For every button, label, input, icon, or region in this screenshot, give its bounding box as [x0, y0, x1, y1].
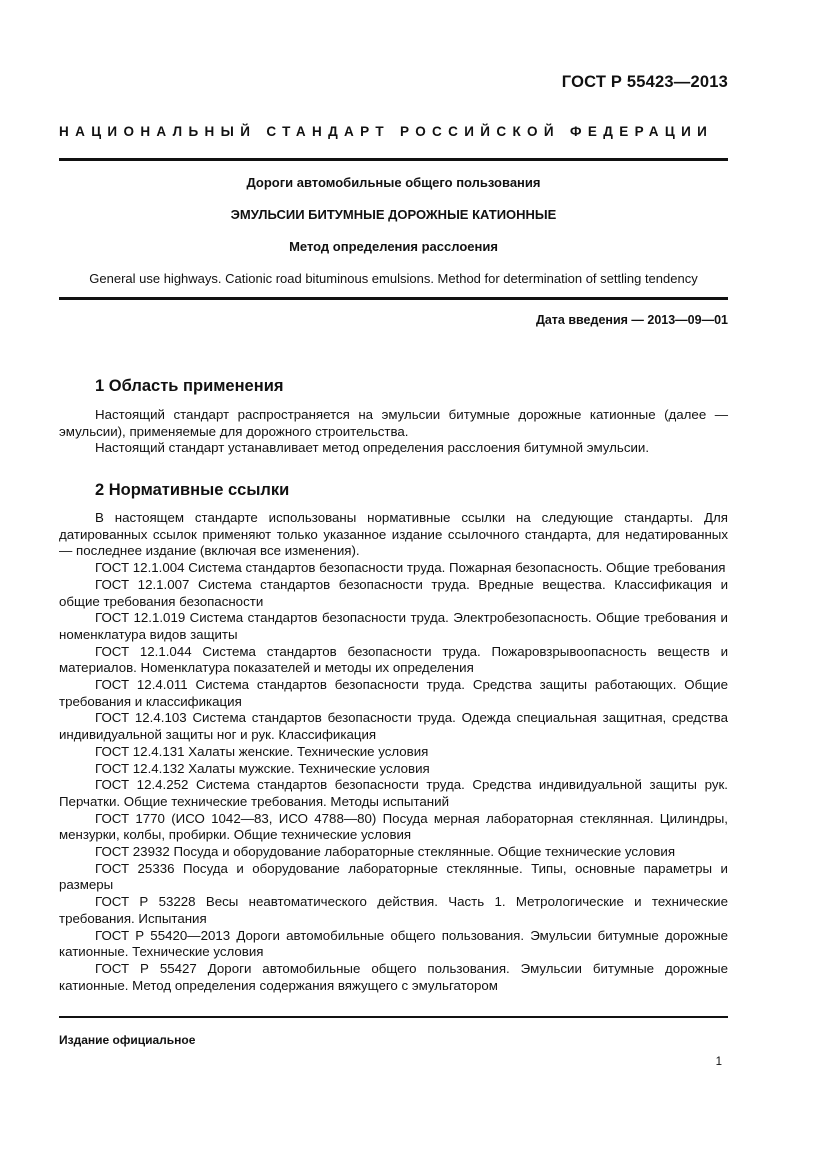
page-number: 1 — [715, 1056, 722, 1068]
reference-item: ГОСТ 23932 Посуда и оборудование лабораторные стеклянные. Общие технические условия — [95, 844, 676, 860]
section-2-heading: 2 Нормативные ссылки — [95, 481, 290, 499]
paragraph: Настоящий стандарт распространяется на эмульсии битумные дорожные катионные (далее — эмульсии), применяемые для дорожного строительства. — [59, 407, 728, 439]
title-line-1: Дороги автомобильные общего пользования — [246, 175, 541, 190]
english-title: General use highways. Cationic road bituminous emulsions. Method for determination of settling tendency — [89, 271, 698, 286]
reference-item: ГОСТ Р 53228 Весы неавтоматического действия. Часть 1. Метрологические и технические требования. Испытания — [59, 894, 728, 926]
document-number: ГОСТ Р 55423—2013 — [561, 73, 728, 91]
section-2-body — [59, 510, 728, 994]
official-edition-label: Издание официальное — [59, 1033, 196, 1047]
reference-item: ГОСТ Р 55420—2013 Дороги автомобильные общего пользования. Эмульсии битумные дорожные катионные. Технические условия — [59, 927, 728, 960]
section-1-heading: 1 Область применения — [95, 377, 284, 395]
reference-item: ГОСТ 12.4.131 Халаты женские. Технические условия — [95, 743, 429, 759]
title-line-2: ЭМУЛЬСИИ БИТУМНЫЕ ДОРОЖНЫЕ КАТИОННЫЕ — [230, 207, 557, 222]
reference-item: ГОСТ 1770 (ИСО 1042—83, ИСО 4788—80) Посуда мерная лабораторная стеклянная. Цилиндры, мензурки, колбы, пробирки. Общие технические условия — [59, 810, 728, 843]
reference-item: ГОСТ 12.4.103 Система стандартов безопасности труда. Одежда специальная защитная, средства индивидуальной защиты ног и рук. Классификация — [59, 710, 728, 743]
introduction-date: Дата введения — 2013—09—01 — [535, 313, 728, 327]
header-divider — [59, 158, 728, 161]
title-divider — [59, 297, 728, 300]
reference-item: ГОСТ 12.1.007 Система стандартов безопасности труда. Вредные вещества. Классификация и общие требования безопасности — [59, 576, 728, 609]
reference-item: ГОСТ 12.4.132 Халаты мужские. Технические условия — [95, 760, 430, 776]
title-line-3: Метод определения расслоения — [289, 239, 498, 254]
reference-item: ГОСТ 12.1.019 Система стандартов безопасности труда. Электробезопасность. Общие требования и номенклатура видов защиты — [59, 610, 728, 642]
reference-item: ГОСТ 12.1.004 Система стандартов безопасности труда. Пожарная безопасность. Общие требования — [95, 560, 726, 576]
reference-item: ГОСТ 25336 Посуда и оборудование лабораторные стеклянные. Типы, основные параметры и размеры — [59, 860, 728, 893]
national-standard-banner: НАЦИОНАЛЬНЫЙ СТАНДАРТ РОССИЙСКОЙ ФЕДЕРАЦИИ — [59, 124, 714, 139]
section-1-body — [59, 407, 728, 457]
footer-divider — [59, 1016, 728, 1018]
reference-item: ГОСТ 12.4.252 Система стандартов безопасности труда. Средства индивидуальной защиты рук. Перчатки. Общие технические требования. Методы испытаний — [59, 777, 728, 809]
paragraph: Настоящий стандарт устанавливает метод определения расслоения битумной эмульсии. — [95, 440, 650, 456]
reference-item: ГОСТ 12.4.011 Система стандартов безопасности труда. Средства защиты работающих. Общие требования и классификация — [59, 677, 728, 709]
reference-item: ГОСТ Р 55427 Дороги автомобильные общего пользования. Эмульсии битумные дорожные катионные. Метод определения содержания вяжущего с эмульгатором — [59, 960, 728, 993]
reference-item: ГОСТ 12.1.044 Система стандартов безопасности труда. Пожаровзрывоопасность веществ и материалов. Номенклатура показателей и методы их определения — [59, 643, 728, 676]
paragraph: В настоящем стандарте использованы нормативные ссылки на следующие стандарты. Для датированных ссылок применяют только указанное издание ссылочного стандарта, для недатированных — последнее издание (включая все изменения). — [59, 510, 728, 559]
